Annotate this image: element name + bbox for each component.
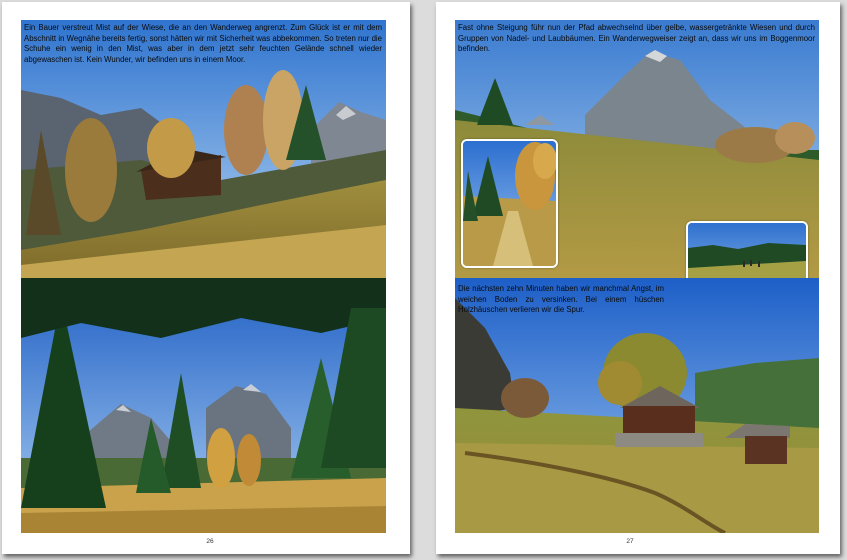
forest-path-illustration [463, 141, 556, 266]
photo-forest-view [21, 278, 386, 533]
inset-photo-forest-path [461, 139, 558, 268]
right-page-middle-caption: Die nächsten zehn Minuten haben wir manchmal Angst, im weichen Boden zu versinken. Bei einem hüschen Holzhäuschen verlieren wir die Spur. [458, 284, 664, 315]
right-page-top-caption: Fast ohne Steigung führ nun der Pfad abwechselnd über gelbe, wassergetränkte Wiesen und durch Gruppen von Nadel- und Laubbäumen. Ein Wanderwegweiser zeigt an, dass wir uns im Boggenmoor befinden. [458, 23, 815, 54]
left-page-number: 26 [206, 538, 214, 545]
photo-wooden-huts [455, 278, 819, 533]
right-page [436, 2, 840, 554]
wooden-huts-illustration [455, 278, 819, 533]
forest-view-illustration [21, 278, 386, 533]
right-page-number: 27 [626, 538, 634, 545]
left-page-top-caption: Ein Bauer verstreut Mist auf der Wiese, die an den Wanderweg angrenzt. Zum Glück ist er mit dem Abschnitt in Wegnähe bereits fertig, sonst hätten wir mit Sicherheit was abbekommen. So treten nur die Schuhe ein wenig in den Mist, was aber in dem jetzt sehr feuchten Gelände schnell wieder abgewaschen ist. Kein Wunder, wir befinden uns in einem Moor. [24, 23, 382, 64]
left-page [2, 2, 410, 554]
